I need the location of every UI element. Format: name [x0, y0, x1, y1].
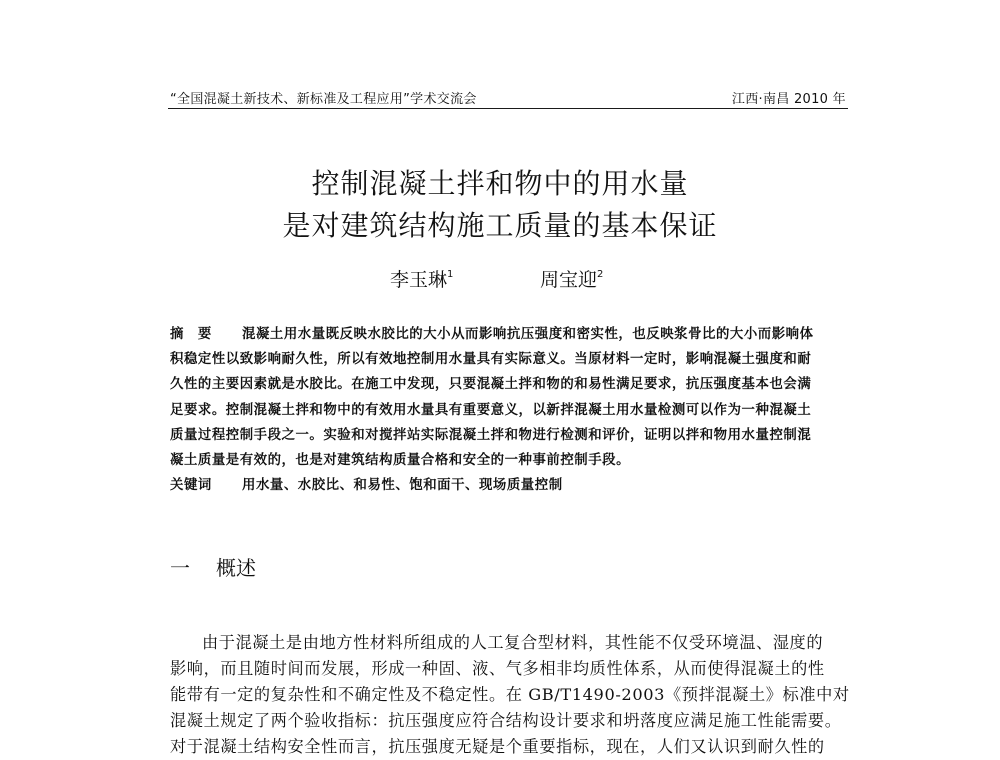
author [390, 265, 453, 292]
body-paragraph [170, 630, 850, 760]
abstract-label: 摘 要 [170, 327, 212, 342]
keywords-value: 用水量、水胶比、和易性、饱和面干、现场质量控制 [242, 478, 563, 493]
author-name: 周宝迎 [540, 269, 598, 291]
abstract-line: 凝土质量是有效的，也是对建筑结构质量合格和安全的一种事前控制手段。 [170, 452, 631, 468]
location-year: 江西·南昌 2010 年 [731, 92, 846, 107]
affiliation-marker: 2 [597, 268, 604, 280]
abstract-line: 积稳定性以致影响耐久性，所以有效地控制用水量具有实际意义。当原材料一定时，影响混凝土强度和耐 [170, 352, 812, 368]
body-line: 混凝土规定了两个验收指标：抗压强度应符合结构设计要求和坍落度应满足施工性能需要。 [170, 711, 842, 730]
section-number: 一 [170, 556, 190, 580]
abstract-line [170, 322, 848, 347]
conference-name: “全国混凝土新技术、新标准及工程应用”学术交流会 [170, 92, 477, 107]
abstract-line: 足要求。控制混凝土拌和物中的有效用水量具有重要意义，以新拌混凝土用水量检测可以作为一种混凝土 [170, 402, 812, 418]
body-line: 由于混凝土是由地方性材料所组成的人工复合型材料，其性能不仅受环境温、湿度的 [202, 633, 824, 652]
paper-title-line-2: 是对建筑结构施工质量的基本保证 [282, 209, 718, 242]
running-header [170, 86, 846, 108]
abstract-text: 混凝土用水量既反映水胶比的大小从而影响抗压强度和密实性，也反映浆骨比的大小而影响体 [242, 327, 814, 342]
paper-title-line-1: 控制混凝土拌和物中的用水量 [311, 167, 689, 200]
section-heading [170, 552, 256, 581]
affiliation-marker: 1 [447, 268, 454, 280]
author-name: 李玉琳 [390, 269, 448, 291]
body-line: 影响，而且随时间而发展，形成一种固、液、气多相非均质性体系，从而使得混凝土的性 [170, 659, 825, 678]
author [540, 265, 603, 292]
header-rule [168, 108, 848, 109]
body-line: 对于混凝土结构安全性而言，抗压强度无疑是个重要指标，现在，人们又认识到耐久性的 [170, 737, 825, 756]
abstract [170, 322, 848, 473]
abstract-line: 质量过程控制手段之一。实验和对搅拌站实际混凝土拌和物进行检测和评价，证明以拌和物用水量控制混 [170, 427, 812, 443]
body-line: 能带有一定的复杂性和不确定性及不稳定性。在 GB/T1490-2003《预拌混凝土》标准中对 [170, 685, 850, 704]
section-title: 概述 [216, 556, 256, 580]
keywords-label: 关键词 [170, 478, 212, 493]
abstract-line: 久性的主要因素就是水胶比。在施工中发现，只要混凝土拌和物的和易性满足要求，抗压强度基本也会满 [170, 377, 812, 393]
keywords [170, 474, 563, 493]
